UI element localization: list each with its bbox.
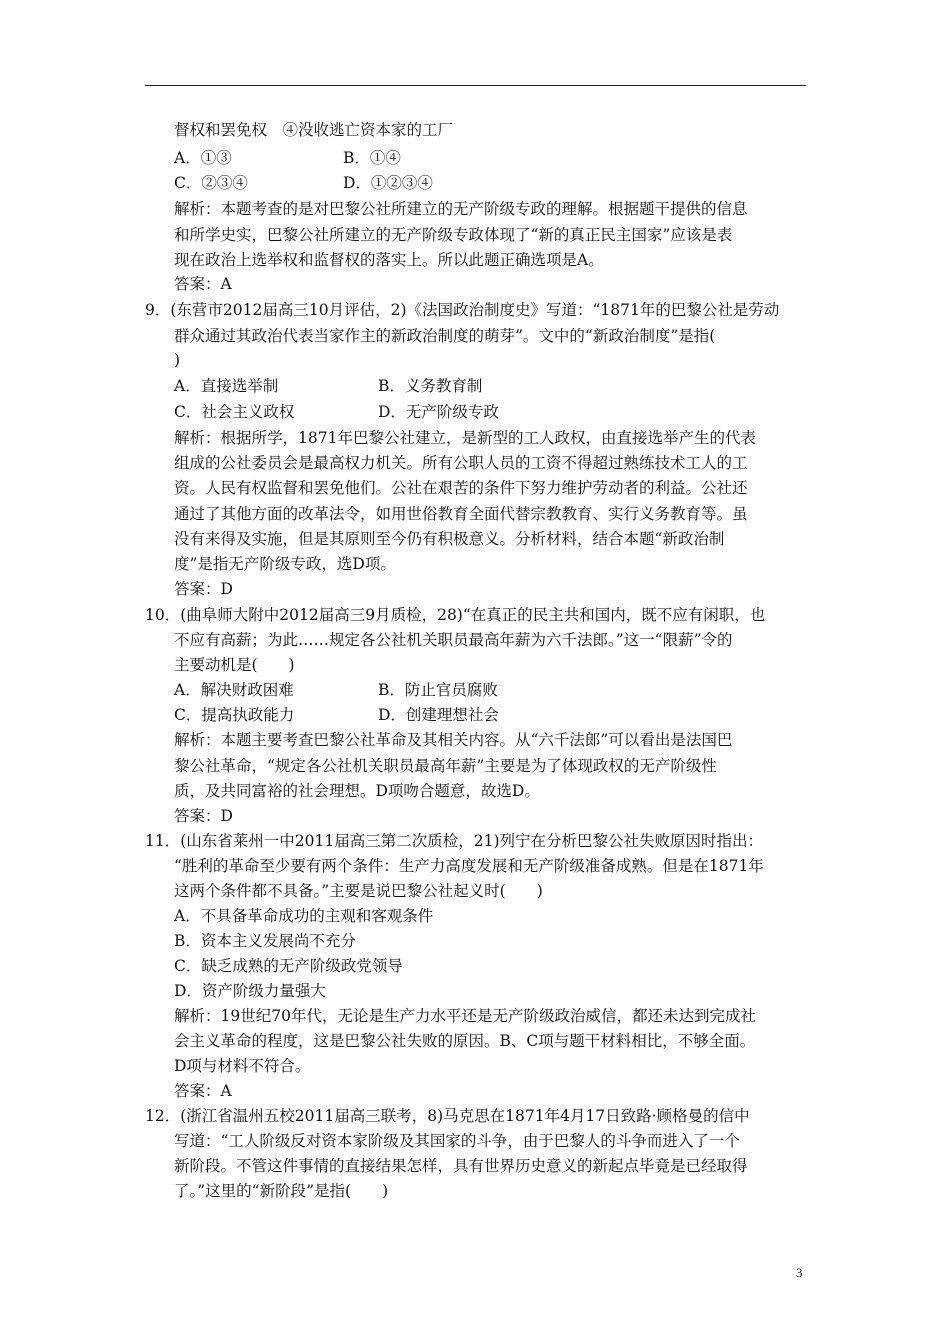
q8-option-b: B．①④ xyxy=(343,149,401,167)
q12-stem-line: 新阶段。不管这件事情的直接结果怎样，具有世界历史意义的新起点毕竟是已经取得 xyxy=(174,1157,748,1175)
q9-analysis-line: 没有来得及实施，但是其原则至今仍有积极意义。分析材料，结合本题“新政治制 xyxy=(174,530,725,548)
q10-option-a: A．解决财政困难 xyxy=(174,681,294,699)
q11-option: B．资本主义发展尚不充分 xyxy=(174,932,356,950)
q9-stem-line: 9．(东营市2012届高三10月评估，2)《法国政治制度史》写道：“1871年的巴黎公社是劳动 xyxy=(145,301,780,319)
q12-stem-line: 12．(浙江省温州五校2011届高三联考，8)马克思在1871年4月17日致路·顾格曼的信中 xyxy=(145,1107,750,1125)
q11-option: C．缺乏成熟的无产阶级政党领导 xyxy=(174,957,403,975)
q9-analysis-line: 资。人民有权监督和罢免他们。公社在艰苦的条件下努力维护劳动者的利益。公社还 xyxy=(174,479,748,497)
q11-option: D．资产阶级力量强大 xyxy=(174,982,326,1000)
q11-analysis-line: D项与材料不符合。 xyxy=(174,1057,311,1075)
q11-stem-line: 11．(山东省莱州一中2011届高三第二次质检，21)列宁在分析巴黎公社失败原因时指出： xyxy=(145,832,763,850)
q9-option-c: C．社会主义政权 xyxy=(174,403,295,421)
q9-analysis-line: 组成的公社委员会是最高权力机关。所有公职人员的工资不得超过熟练技术工人的工 xyxy=(174,454,748,472)
header-rule xyxy=(145,85,806,86)
q11-option: A．不具备革命成功的主观和客观条件 xyxy=(174,907,434,925)
q11-stem-line: “胜利的革命至少要有两个条件：生产力高度发展和无产阶级准备成熟。但是在1871年 xyxy=(174,857,764,875)
q10-analysis-line: 质，及共同富裕的社会理想。D项吻合题意，故选D。 xyxy=(174,782,540,800)
q9-analysis-line: 通过了其他方面的改革法令，如用世俗教育全面代替宗教教育、实行义务教育等。虽 xyxy=(174,505,748,523)
q8-option-d: D．①②③④ xyxy=(343,174,433,192)
q10-answer: 答案：D xyxy=(174,807,233,825)
q10-option-d: D．创建理想社会 xyxy=(378,706,499,724)
q9-option-b: B．义务教育制 xyxy=(378,377,483,395)
q9-stem-line: 群众通过其政治代表当家作主的新政治制度的萌芽”。文中的“新政治制度”是指( xyxy=(174,327,716,345)
q9-option-a: A．直接选举制 xyxy=(174,377,279,395)
q8-analysis-line: 解析：本题考查的是对巴黎公社所建立的无产阶级专政的理解。根据题干提供的信息 xyxy=(174,200,748,218)
q9-analysis-line: 度”是指无产阶级专政，选D项。 xyxy=(174,555,396,573)
q11-answer: 答案：A xyxy=(174,1082,232,1100)
q10-stem-line: 不应有高薪；为此……规定各公社机关职员最高年薪为六千法郎。”这一“限薪”令的 xyxy=(174,631,733,649)
q8-answer: 答案：A xyxy=(174,275,232,293)
q8-option-a: A．①③ xyxy=(174,149,232,167)
q10-analysis-line: 黎公社革命，“规定各公社机关职员最高年薪”主要是为了体现政权的无产阶级性 xyxy=(174,757,717,775)
q11-analysis-line: 解析：19世纪70年代，无论是生产力水平还是无产阶级政治威信，都还未达到完成社 xyxy=(174,1007,756,1025)
q8-stem-continuation: 督权和罢免权 ④没收逃亡资本家的工厂 xyxy=(174,121,454,139)
page-number: 3 xyxy=(796,1265,803,1280)
q9-option-d: D．无产阶级专政 xyxy=(378,403,499,421)
q9-answer: 答案：D xyxy=(174,580,233,598)
q8-analysis-line: 和所学史实，巴黎公社所建立的无产阶级专政体现了“新的真正民主国家”应该是表 xyxy=(174,226,733,244)
q10-analysis-line: 解析：本题主要考查巴黎公社革命及其相关内容。从“六千法郎”可以看出是法国巴 xyxy=(174,731,733,749)
q9-stem-line: ) xyxy=(174,351,181,369)
q10-option-c: C．提高执政能力 xyxy=(174,706,295,724)
q10-stem-line: 10．(曲阜师大附中2012届高三9月质检，28)“在真正的民主共和国内，既不应有闲职，也 xyxy=(145,606,766,624)
q11-analysis-line: 会主义革命的程度，这是巴黎公社失败的原因。B、C项与题干材料相比，不够全面。 xyxy=(174,1032,756,1050)
q9-analysis-line: 解析：根据所学，1871年巴黎公社建立，是新型的工人政权，由直接选举产生的代表 xyxy=(174,429,756,447)
q8-option-c: C．②③④ xyxy=(174,174,248,192)
q12-stem-line: 写道：“工人阶级反对资本家阶级及其国家的斗争，由于巴黎人的斗争而进入了一个 xyxy=(174,1132,740,1150)
q12-stem-line: 了。”这里的“新阶段”是指( ) xyxy=(174,1182,389,1200)
q10-option-b: B．防止官员腐败 xyxy=(378,681,498,699)
q10-stem-line: 主要动机是( ) xyxy=(174,656,295,674)
q8-analysis-line: 现在政治上选举权和监督权的落实上。所以此题正确选项是A。 xyxy=(174,251,604,269)
q11-stem-line: 这两个条件都不具备。”主要是说巴黎公社起义时( ) xyxy=(174,882,543,900)
